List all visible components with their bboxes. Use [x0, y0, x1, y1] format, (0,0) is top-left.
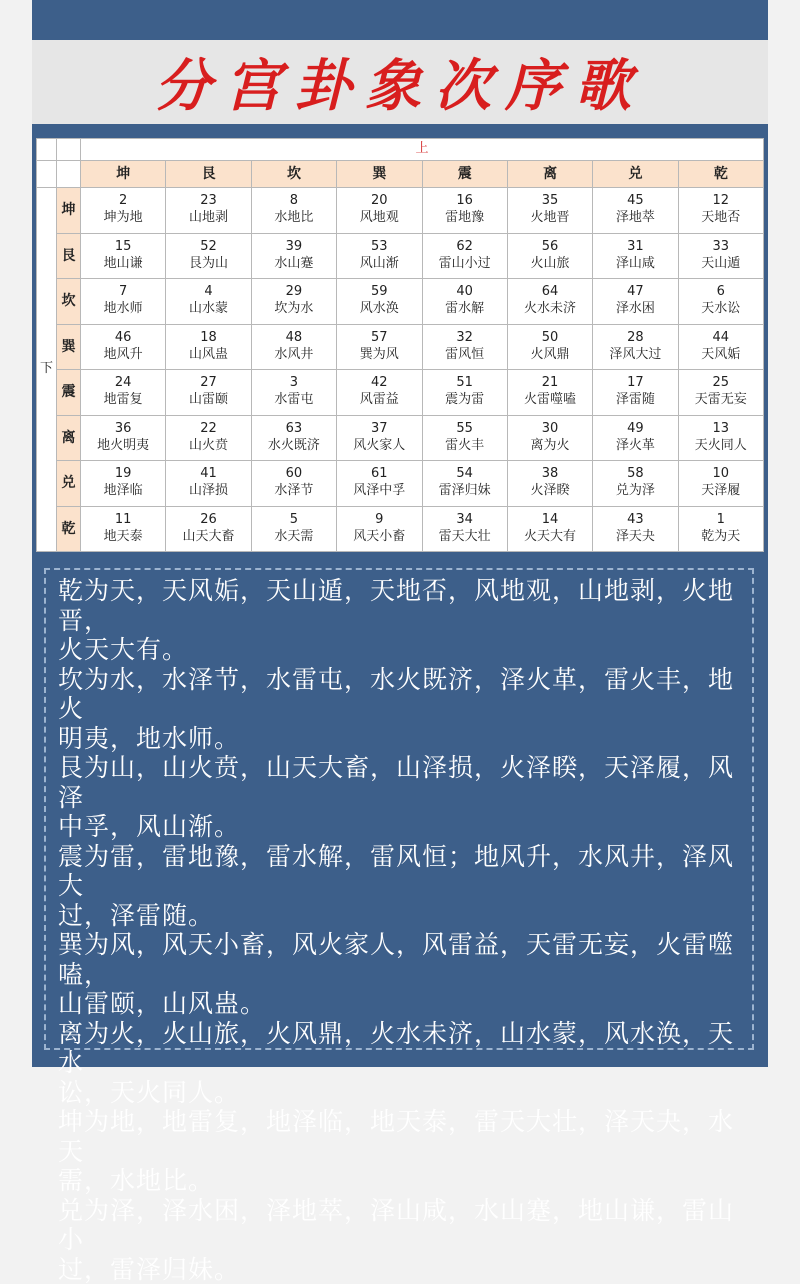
hexagram-number: 7: [81, 284, 165, 301]
hexagram-name: 地火明夷: [81, 438, 165, 455]
hexagram-number: 16: [423, 193, 507, 210]
hexagram-number: 28: [593, 330, 677, 347]
hexagram-number: 51: [423, 375, 507, 392]
hexagram-cell: [251, 233, 336, 279]
hexagram-cell: [507, 370, 592, 416]
row-header: 坎: [57, 279, 81, 325]
hexagram-cell: [593, 324, 678, 370]
hexagram-name: 天火同人: [679, 438, 763, 455]
column-header: 巽: [337, 161, 422, 188]
hexagram-name: 风泽中孚: [337, 483, 421, 500]
hexagram-name: 地泽临: [81, 483, 165, 500]
poem-line: 巽为风，风天小畜，风火家人，风雷益，天雷无妄，火雷噬嗑，: [58, 930, 742, 989]
hexagram-number: 32: [423, 330, 507, 347]
hexagram-name: 风地观: [337, 210, 421, 227]
hexagram-name: 雷天大壮: [423, 529, 507, 546]
table-row: [37, 324, 764, 370]
poem-line: 过，泽雷随。: [58, 901, 742, 931]
hexagram-cell: [166, 279, 251, 325]
hexagram-cell: [422, 324, 507, 370]
hexagram-number: 12: [679, 193, 763, 210]
poem-line: 离为火，火山旅，火风鼎，火水未济，山水蒙，风水涣，天水: [58, 1019, 742, 1078]
hexagram-name: 震为雷: [423, 392, 507, 409]
hexagram-number: 6: [679, 284, 763, 301]
hexagram-cell: [422, 461, 507, 507]
hexagram-number: 25: [679, 375, 763, 392]
hexagram-number: 26: [166, 512, 250, 529]
hexagram-number: 20: [337, 193, 421, 210]
hexagram-cell: [593, 506, 678, 552]
hexagram-number: 5: [252, 512, 336, 529]
hexagram-number: 57: [337, 330, 421, 347]
hexagram-number: 15: [81, 239, 165, 256]
hexagram-name: 山火贲: [166, 438, 250, 455]
hexagram-name: 离为火: [508, 438, 592, 455]
hexagram-name: 水地比: [252, 210, 336, 227]
table-row: [37, 279, 764, 325]
hexagram-cell: [81, 415, 166, 461]
table-row: [37, 188, 764, 234]
hexagram-number: 55: [423, 421, 507, 438]
hexagram-name: 水风井: [252, 347, 336, 364]
hexagram-cell: [337, 461, 422, 507]
hexagram-number: 18: [166, 330, 250, 347]
hexagram-name: 泽山咸: [593, 256, 677, 273]
hexagram-name: 泽天夬: [593, 529, 677, 546]
hexagram-name: 火雷噬嗑: [508, 392, 592, 409]
hexagram-number: 21: [508, 375, 592, 392]
hexagram-cell: [507, 324, 592, 370]
hexagram-number: 27: [166, 375, 250, 392]
hexagram-cell: [507, 415, 592, 461]
poem-line: 艮为山，山火贲，山天大畜，山泽损，火泽睽，天泽履，风泽: [58, 753, 742, 812]
hexagram-number: 56: [508, 239, 592, 256]
poem-line: 震为雷，雷地豫，雷水解，雷风恒；地风升，水风井，泽风大: [58, 842, 742, 901]
hexagram-number: 62: [423, 239, 507, 256]
table-row: [37, 233, 764, 279]
hexagram-cell: [166, 461, 251, 507]
hexagram-cell: [166, 506, 251, 552]
column-header: 乾: [678, 161, 763, 188]
column-header: 艮: [166, 161, 251, 188]
hexagram-number: 48: [252, 330, 336, 347]
hexagram-number: 53: [337, 239, 421, 256]
hexagram-number: 13: [679, 421, 763, 438]
hexagram-cell: [678, 324, 763, 370]
hexagram-cell: [422, 188, 507, 234]
hexagram-name: 水天需: [252, 529, 336, 546]
upper-trigram-label: 上: [81, 139, 764, 161]
hexagram-cell: [81, 506, 166, 552]
hexagram-name: 山地剥: [166, 210, 250, 227]
hexagram-number: 63: [252, 421, 336, 438]
hexagram-cell: [678, 279, 763, 325]
hexagram-number: 41: [166, 466, 250, 483]
hexagram-number: 14: [508, 512, 592, 529]
hexagram-table-container: [36, 138, 764, 552]
hexagram-number: 52: [166, 239, 250, 256]
hexagram-name: 火泽睽: [508, 483, 592, 500]
hexagram-number: 44: [679, 330, 763, 347]
page-title: 分宫卦象次序歌: [155, 42, 645, 122]
poem-line: 乾为天，天风姤，天山遁，天地否，风地观，山地剥，火地晋，: [58, 576, 742, 635]
hexagram-cell: [593, 233, 678, 279]
column-header: 坎: [251, 161, 336, 188]
hexagram-number: 1: [679, 512, 763, 529]
table-top-label-row: [37, 139, 764, 161]
hexagram-name: 风雷益: [337, 392, 421, 409]
hexagram-name: 地天泰: [81, 529, 165, 546]
hexagram-cell: [422, 415, 507, 461]
hexagram-name: 风火家人: [337, 438, 421, 455]
hexagram-name: 水山蹇: [252, 256, 336, 273]
row-header: 离: [57, 415, 81, 461]
hexagram-name: 火水未济: [508, 301, 592, 318]
row-header: 巽: [57, 324, 81, 370]
hexagram-name: 坤为地: [81, 210, 165, 227]
hexagram-name: 雷风恒: [423, 347, 507, 364]
hexagram-name: 山泽损: [166, 483, 250, 500]
hexagram-cell: [337, 188, 422, 234]
hexagram-cell: [678, 506, 763, 552]
poem-line: 过，雷泽归妹。: [58, 1255, 742, 1284]
hexagram-name: 水泽节: [252, 483, 336, 500]
hexagram-name: 风水涣: [337, 301, 421, 318]
hexagram-cell: [166, 370, 251, 416]
hexagram-name: 火山旅: [508, 256, 592, 273]
hexagram-cell: [81, 461, 166, 507]
hexagram-cell: [422, 370, 507, 416]
title-banner: [32, 40, 768, 124]
hexagram-name: 坎为水: [252, 301, 336, 318]
hexagram-cell: [251, 188, 336, 234]
hexagram-name: 泽地萃: [593, 210, 677, 227]
hexagram-number: 31: [593, 239, 677, 256]
hexagram-cell: [507, 279, 592, 325]
hexagram-cell: [81, 324, 166, 370]
corner-cell: [37, 139, 57, 161]
hexagram-name: 艮为山: [166, 256, 250, 273]
hexagram-name: 山水蒙: [166, 301, 250, 318]
hexagram-cell: [251, 324, 336, 370]
hexagram-cell: [422, 233, 507, 279]
hexagram-number: 24: [81, 375, 165, 392]
hexagram-cell: [507, 188, 592, 234]
hexagram-cell: [678, 233, 763, 279]
hexagram-name: 水火既济: [252, 438, 336, 455]
hexagram-cell: [678, 461, 763, 507]
hexagram-name: 火风鼎: [508, 347, 592, 364]
hexagram-number: 43: [593, 512, 677, 529]
hexagram-number: 46: [81, 330, 165, 347]
hexagram-number: 61: [337, 466, 421, 483]
hexagram-cell: [81, 188, 166, 234]
hexagram-number: 40: [423, 284, 507, 301]
hexagram-cell: [337, 506, 422, 552]
hexagram-cell: [166, 233, 251, 279]
corner-cell: [37, 161, 57, 188]
hexagram-name: 泽火革: [593, 438, 677, 455]
hexagram-number: 9: [337, 512, 421, 529]
hexagram-number: 10: [679, 466, 763, 483]
hexagram-name: 泽风大过: [593, 347, 677, 364]
hexagram-number: 30: [508, 421, 592, 438]
hexagram-cell: [251, 370, 336, 416]
poem-line: 山雷颐，山风蛊。: [58, 989, 742, 1019]
hexagram-cell: [251, 461, 336, 507]
hexagram-cell: [593, 461, 678, 507]
hexagram-name: 巽为风: [337, 347, 421, 364]
hexagram-number: 50: [508, 330, 592, 347]
hexagram-number: 42: [337, 375, 421, 392]
hexagram-cell: [81, 233, 166, 279]
hexagram-name: 山风蛊: [166, 347, 250, 364]
hexagram-number: 33: [679, 239, 763, 256]
hexagram-cell: [166, 415, 251, 461]
poem-line: 坎为水，水泽节，水雷屯，水火既济，泽火革，雷火丰，地火: [58, 665, 742, 724]
hexagram-name: 雷地豫: [423, 210, 507, 227]
hexagram-number: 4: [166, 284, 250, 301]
hexagram-number: 60: [252, 466, 336, 483]
hexagram-cell: [81, 279, 166, 325]
corner-cell: [57, 139, 81, 161]
hexagram-cell: [251, 506, 336, 552]
hexagram-number: 8: [252, 193, 336, 210]
hexagram-name: 泽雷随: [593, 392, 677, 409]
column-header-row: [37, 161, 764, 188]
hexagram-cell: [593, 188, 678, 234]
hexagram-name: 天地否: [679, 210, 763, 227]
hexagram-name: 乾为天: [679, 529, 763, 546]
hexagram-cell: [593, 279, 678, 325]
hexagram-number: 59: [337, 284, 421, 301]
hexagram-cell: [593, 370, 678, 416]
hexagram-cell: [507, 233, 592, 279]
hexagram-cell: [251, 415, 336, 461]
hexagram-cell: [251, 279, 336, 325]
column-header: 震: [422, 161, 507, 188]
hexagram-number: 47: [593, 284, 677, 301]
hexagram-number: 3: [252, 375, 336, 392]
hexagram-cell: [422, 279, 507, 325]
hexagram-number: 17: [593, 375, 677, 392]
column-header: 坤: [81, 161, 166, 188]
hexagram-number: 29: [252, 284, 336, 301]
hexagram-cell: [593, 415, 678, 461]
hexagram-cell: [337, 415, 422, 461]
row-header: 乾: [57, 506, 81, 552]
hexagram-number: 37: [337, 421, 421, 438]
hexagram-name: 天雷无妄: [679, 392, 763, 409]
hexagram-name: 地雷复: [81, 392, 165, 409]
hexagram-name: 山天大畜: [166, 529, 250, 546]
corner-cell: [57, 161, 81, 188]
hexagram-number: 54: [423, 466, 507, 483]
hexagram-name: 雷泽归妹: [423, 483, 507, 500]
row-header: 艮: [57, 233, 81, 279]
hexagram-cell: [337, 324, 422, 370]
hexagram-cell: [337, 279, 422, 325]
row-header: 震: [57, 370, 81, 416]
hexagram-name: 天风姤: [679, 347, 763, 364]
hexagram-number: 49: [593, 421, 677, 438]
hexagram-cell: [422, 506, 507, 552]
hexagram-name: 天山遁: [679, 256, 763, 273]
hexagram-cell: [678, 415, 763, 461]
poem-line: 兑为泽，泽水困，泽地萃，泽山咸，水山蹇，地山谦，雷山小: [58, 1196, 742, 1255]
hexagram-name: 雷火丰: [423, 438, 507, 455]
hexagram-number: 22: [166, 421, 250, 438]
hexagram-cell: [166, 324, 251, 370]
table-row: [37, 461, 764, 507]
hexagram-name: 地水师: [81, 301, 165, 318]
hexagram-cell: [337, 233, 422, 279]
column-header: 兑: [593, 161, 678, 188]
hexagram-name: 火地晋: [508, 210, 592, 227]
hexagram-number: 11: [81, 512, 165, 529]
row-header: 兑: [57, 461, 81, 507]
hexagram-table: [36, 138, 764, 552]
hexagram-name: 雷水解: [423, 301, 507, 318]
hexagram-number: 39: [252, 239, 336, 256]
hexagram-name: 风山渐: [337, 256, 421, 273]
hexagram-number: 23: [166, 193, 250, 210]
hexagram-name: 地山谦: [81, 256, 165, 273]
table-row: [37, 506, 764, 552]
hexagram-number: 34: [423, 512, 507, 529]
hexagram-number: 38: [508, 466, 592, 483]
hexagram-number: 45: [593, 193, 677, 210]
poem-line: 明夷，地水师。: [58, 724, 742, 754]
row-header: 坤: [57, 188, 81, 234]
hexagram-number: 19: [81, 466, 165, 483]
lower-trigram-label: 下: [37, 188, 57, 552]
table-row: [37, 415, 764, 461]
hexagram-name: 泽水困: [593, 301, 677, 318]
poem-line: 坤为地，地雷复，地泽临，地天泰，雷天大壮，泽天夬，水天: [58, 1107, 742, 1166]
hexagram-number: 36: [81, 421, 165, 438]
hexagram-cell: [507, 506, 592, 552]
hexagram-cell: [337, 370, 422, 416]
hexagram-name: 风天小畜: [337, 529, 421, 546]
table-row: [37, 370, 764, 416]
hexagram-name: 火天大有: [508, 529, 592, 546]
hexagram-cell: [507, 461, 592, 507]
hexagram-number: 2: [81, 193, 165, 210]
poem-box: [44, 568, 754, 1050]
hexagram-cell: [678, 370, 763, 416]
hexagram-name: 兑为泽: [593, 483, 677, 500]
hexagram-number: 35: [508, 193, 592, 210]
hexagram-name: 雷山小过: [423, 256, 507, 273]
hexagram-cell: [166, 188, 251, 234]
hexagram-cell: [81, 370, 166, 416]
poem-line: 需，水地比。: [58, 1166, 742, 1196]
hexagram-name: 水雷屯: [252, 392, 336, 409]
hexagram-name: 天水讼: [679, 301, 763, 318]
poem-line: 火天大有。: [58, 635, 742, 665]
poem-line: 中孚，风山渐。: [58, 812, 742, 842]
hexagram-name: 地风升: [81, 347, 165, 364]
poem-line: 讼，天火同人。: [58, 1078, 742, 1108]
hexagram-name: 山雷颐: [166, 392, 250, 409]
column-header: 离: [507, 161, 592, 188]
hexagram-number: 58: [593, 466, 677, 483]
hexagram-name: 天泽履: [679, 483, 763, 500]
hexagram-cell: [678, 188, 763, 234]
hexagram-number: 64: [508, 284, 592, 301]
